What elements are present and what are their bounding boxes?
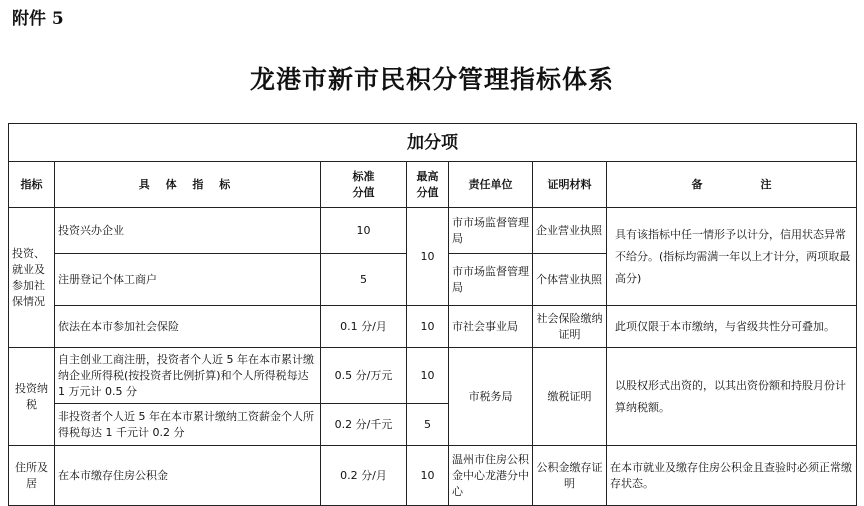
category-cell: 投资纳税: [9, 348, 55, 446]
header-unit: 责任单位: [449, 162, 533, 208]
max-cell: 10: [407, 306, 449, 348]
document-title: 龙港市新市民积分管理指标体系: [249, 65, 614, 94]
detail-cell: 非投资者个人近 5 年在本市累计缴纳工资薪金个人所得税每达 1 千元计 0.2 分: [55, 404, 321, 446]
max-cell: 10: [407, 348, 449, 404]
max-cell: 5: [407, 404, 449, 446]
evidence-cell: 企业营业执照: [533, 208, 607, 254]
standard-cell: 0.1 分/月: [321, 306, 407, 348]
evidence-cell: 公积金缴存证明: [533, 446, 607, 506]
unit-cell: 市税务局: [449, 348, 533, 446]
standard-cell: 5: [321, 254, 407, 306]
table-row: [9, 348, 857, 404]
max-cell: 10: [407, 208, 449, 306]
header-evidence: 证明材料: [533, 162, 607, 208]
evidence-cell: 个体营业执照: [533, 254, 607, 306]
standard-cell: 0.5 分/万元: [321, 348, 407, 404]
table-row: [9, 208, 857, 254]
unit-cell: 温州市住房公积金中心龙港分中心: [449, 446, 533, 506]
detail-cell: 注册登记个体工商户: [55, 254, 321, 306]
header-max: 最高 分值: [407, 162, 449, 208]
remark-cell: 在本市就业及缴存住房公积金且查验时必须正常缴存状态。: [607, 446, 857, 506]
standard-cell: 0.2 分/千元: [321, 404, 407, 446]
category-cell: 住所及居: [9, 446, 55, 506]
header-standard: 标准 分值: [321, 162, 407, 208]
detail-cell: 投资兴办企业: [55, 208, 321, 254]
unit-cell: 市社会事业局: [449, 306, 533, 348]
category-cell: 投资、就业及参加社保情况: [9, 208, 55, 348]
table-row: [9, 446, 857, 506]
remark-cell: 以股权形式出资的，以其出资份额和持股月份计算纳税额。: [607, 348, 857, 446]
detail-cell: 自主创业工商注册，投资者个人近 5 年在本市累计缴纳企业所得税(按投资者比例折算)和个人所得税每达 1 万元计 0.5 分: [55, 348, 321, 404]
standard-cell: 10: [321, 208, 407, 254]
unit-cell: 市市场监督管理局: [449, 208, 533, 254]
evidence-cell: 缴税证明: [533, 348, 607, 446]
header-row: [9, 162, 857, 208]
max-cell: 10: [407, 446, 449, 506]
remark-cell: 具有该指标中任一情形予以计分，信用状态异常不给分。(指标均需满一年以上才计分，两项取最高分): [607, 208, 857, 306]
standard-cell: 0.2 分/月: [321, 446, 407, 506]
header-indicator: 指标: [9, 162, 55, 208]
detail-cell: 依法在本市参加社会保险: [55, 306, 321, 348]
remark-cell: 此项仅限于本市缴纳，与省级共性分可叠加。: [607, 306, 857, 348]
indicator-table: [8, 123, 857, 506]
unit-cell: 市市场监督管理局: [449, 254, 533, 306]
table-row: [9, 306, 857, 348]
section-title: 加分项: [9, 124, 857, 162]
header-detail: 具 体 指 标: [55, 162, 321, 208]
attachment-label: 附件 5: [12, 9, 64, 29]
header-remark: 备 注: [607, 162, 857, 208]
evidence-cell: 社会保险缴纳证明: [533, 306, 607, 348]
detail-cell: 在本市缴存住房公积金: [55, 446, 321, 506]
